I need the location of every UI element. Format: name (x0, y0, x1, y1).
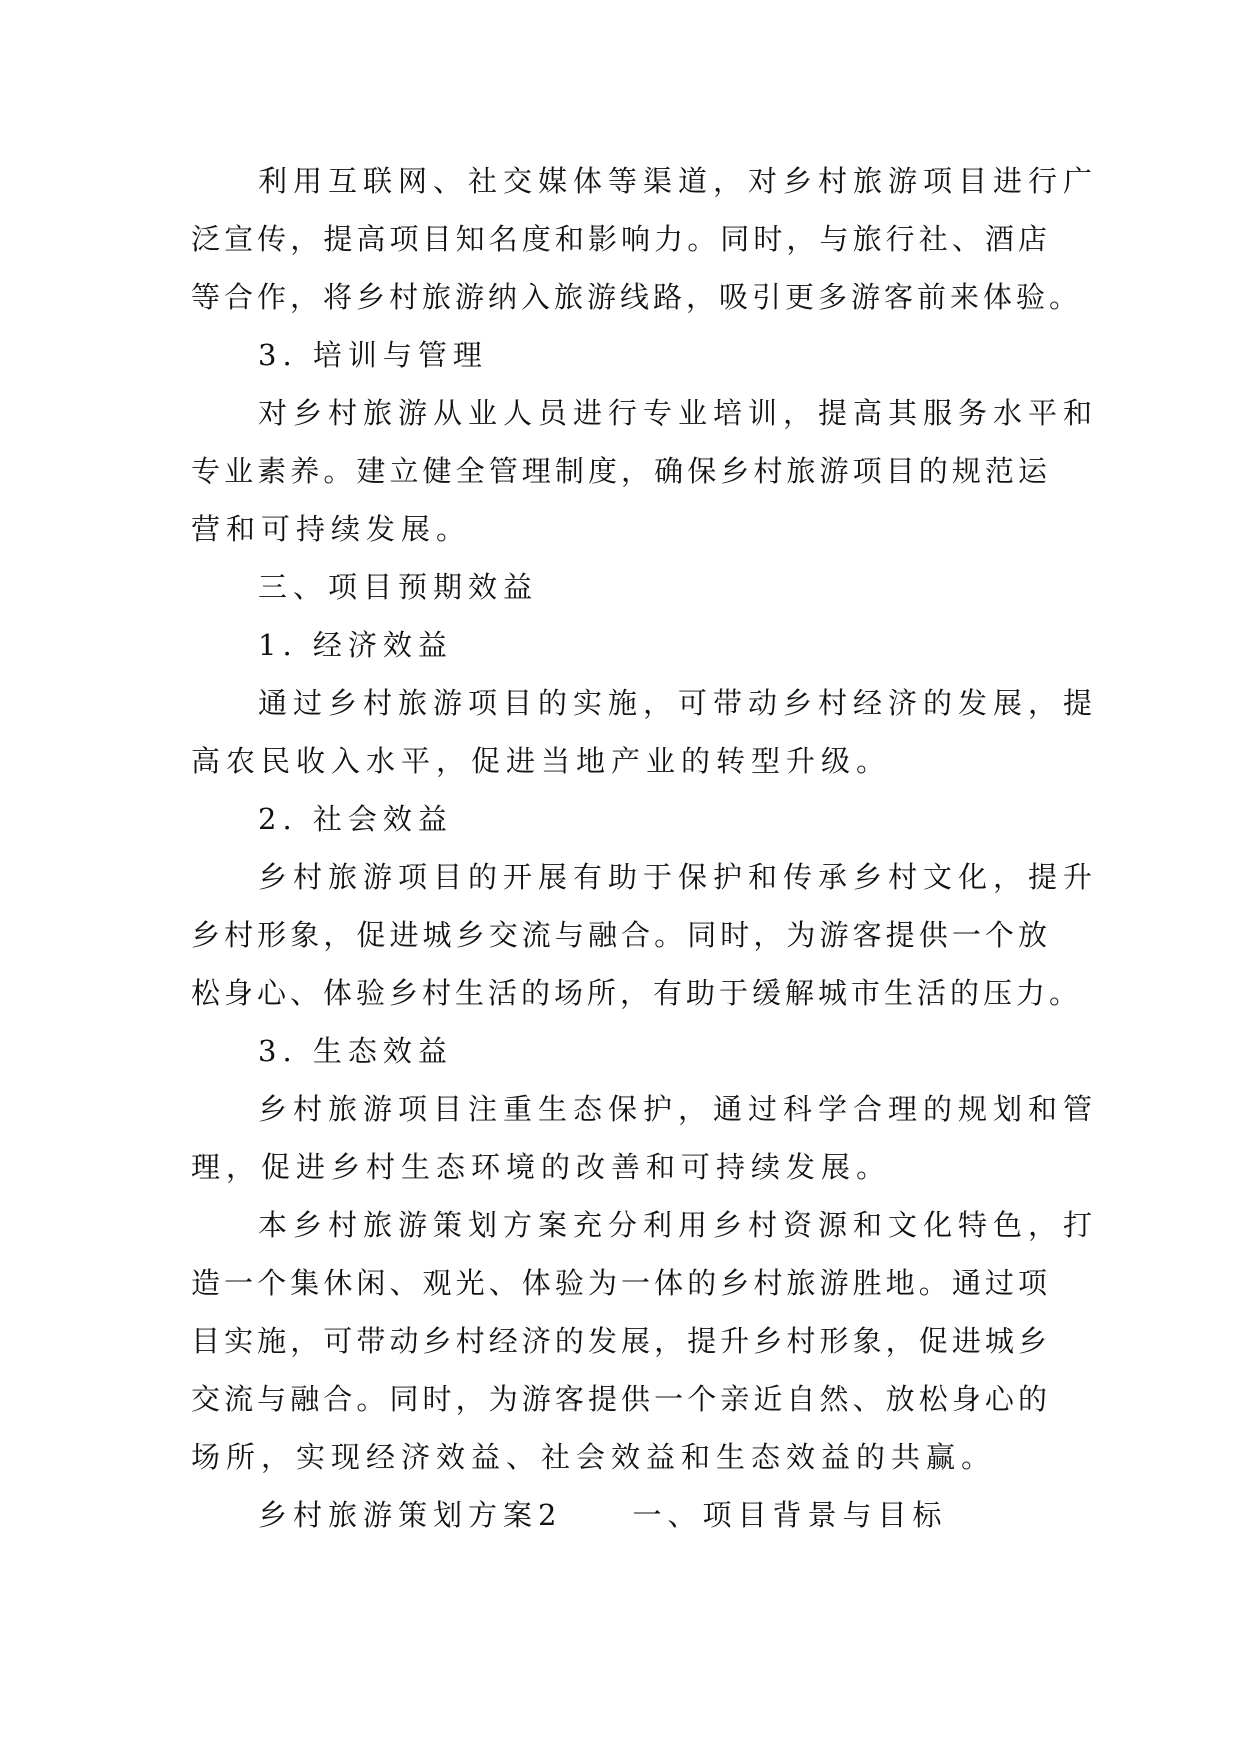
line-text: 对乡村旅游从业人员进行专业培训，提高其服务水平和 (258, 396, 1099, 430)
text-line (0, 268, 1241, 326)
text-line (0, 1486, 1241, 1544)
text-line (0, 384, 1241, 442)
section-heading: 3. 培训与管理 (258, 338, 488, 372)
text-line (0, 558, 1241, 616)
text-line (0, 616, 1241, 674)
line-text: 本乡村旅游策划方案充分利用乡村资源和文化特色，打 (258, 1208, 1099, 1242)
line-text: 交流与融合。同时，为游客提供一个亲近自然、放松身心的 (191, 1382, 1051, 1416)
line-text: 乡村旅游项目注重生态保护，通过科学合理的规划和管 (258, 1092, 1099, 1126)
text-line (0, 906, 1241, 964)
text-line (0, 1080, 1241, 1138)
text-line (0, 1370, 1241, 1428)
line-text: 专业素养。建立健全管理制度，确保乡村旅游项目的规范运 (191, 454, 1051, 488)
text-line (0, 848, 1241, 906)
line-text: 松身心、体验乡村生活的场所，有助于缓解城市生活的压力。 (191, 976, 1083, 1010)
text-line (0, 790, 1241, 848)
line-text: 营和可持续发展。 (191, 512, 472, 546)
section-heading: 2. 社会效益 (258, 802, 453, 836)
text-line (0, 1196, 1241, 1254)
line-text: 等合作，将乡村旅游纳入旅游线路，吸引更多游客前来体验。 (191, 280, 1083, 314)
text-line (0, 1254, 1241, 1312)
text-line (0, 674, 1241, 732)
text-line (0, 964, 1241, 1022)
text-line (0, 1138, 1241, 1196)
text-line (0, 1428, 1241, 1486)
text-line (0, 1312, 1241, 1370)
line-text: 目实施，可带动乡村经济的发展，提升乡村形象，促进城乡 (191, 1324, 1051, 1358)
text-line (0, 152, 1241, 210)
text-line (0, 500, 1241, 558)
section-heading: 1. 经济效益 (258, 628, 453, 662)
line-text: 乡村旅游项目的开展有助于保护和传承乡村文化，提升 (258, 860, 1099, 894)
section-heading: 乡村旅游策划方案2 一、项目背景与目标 (258, 1498, 948, 1532)
line-text: 通过乡村旅游项目的实施，可带动乡村经济的发展，提 (258, 686, 1099, 720)
text-line (0, 732, 1241, 790)
line-text: 利用互联网、社交媒体等渠道，对乡村旅游项目进行广 (258, 164, 1099, 198)
line-text: 造一个集休闲、观光、体验为一体的乡村旅游胜地。通过项 (191, 1266, 1051, 1300)
line-text: 高农民收入水平，促进当地产业的转型升级。 (191, 744, 892, 778)
line-text: 泛宣传，提高项目知名度和影响力。同时，与旅行社、酒店 (191, 222, 1051, 256)
text-line (0, 326, 1241, 384)
text-line (0, 442, 1241, 500)
line-text: 理，促进乡村生态环境的改善和可持续发展。 (191, 1150, 892, 1184)
section-heading: 三、项目预期效益 (258, 570, 539, 604)
line-text: 场所，实现经济效益、社会效益和生态效益的共赢。 (191, 1440, 997, 1474)
line-text: 乡村形象，促进城乡交流与融合。同时，为游客提供一个放 (191, 918, 1051, 952)
text-line (0, 1022, 1241, 1080)
text-line (0, 210, 1241, 268)
section-heading: 3. 生态效益 (258, 1034, 453, 1068)
